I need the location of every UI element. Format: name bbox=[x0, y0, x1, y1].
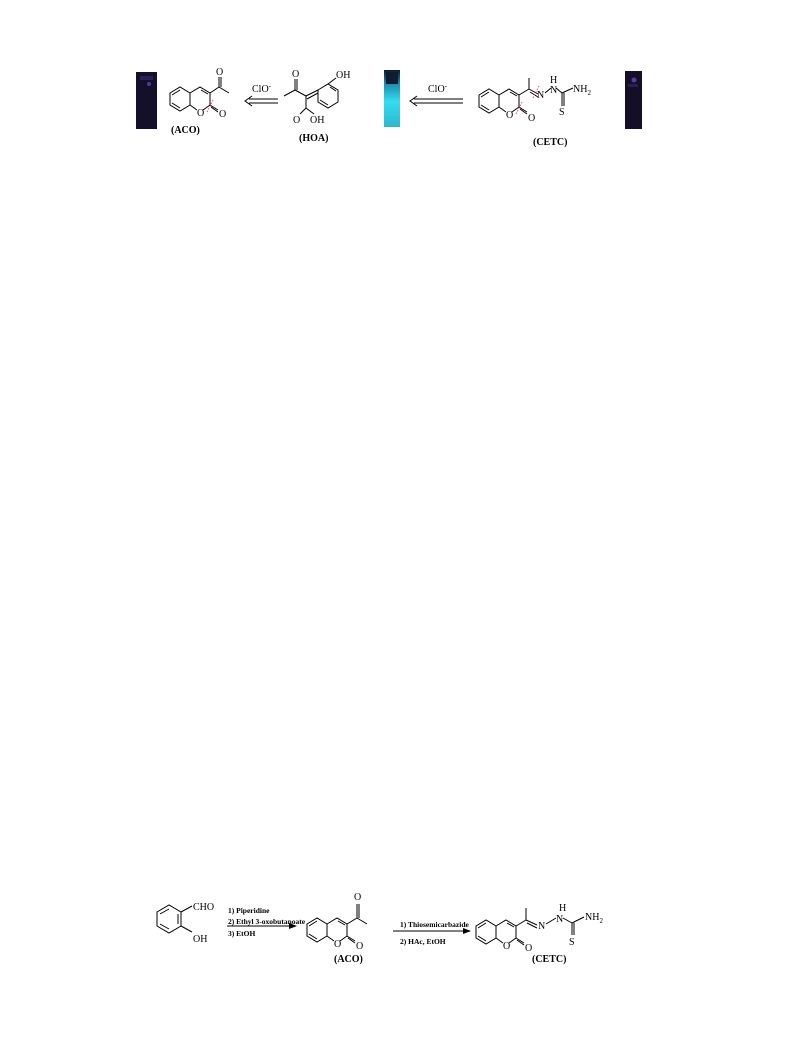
cetc-top-n2: N bbox=[550, 85, 558, 96]
aco-top-carbonyl-o: O bbox=[219, 109, 227, 120]
cetc-molecule-bottom bbox=[476, 903, 603, 965]
top-scheme bbox=[136, 67, 642, 148]
bottom-scheme bbox=[157, 892, 603, 965]
hoa-phenol-oh: OH bbox=[336, 70, 351, 81]
cetc-top-ring-o: O bbox=[506, 110, 514, 121]
cetc-bottom-h: H bbox=[559, 903, 567, 914]
cetc-top-label: (CETC) bbox=[533, 137, 568, 148]
step2-condition-1: 1) Thiosemicarbazide bbox=[400, 920, 469, 929]
cuvette-middle bbox=[384, 70, 400, 127]
cetc-top-n1: N bbox=[537, 90, 545, 101]
step2-arrow bbox=[393, 920, 470, 946]
cetc-top-carbonyl-o: O bbox=[528, 113, 536, 124]
arrow-right-clo bbox=[410, 82, 463, 106]
hoa-acid-oh: OH bbox=[310, 115, 325, 126]
cetc-bottom-n2: N bbox=[556, 914, 564, 925]
cetc-bottom-ring-o: O bbox=[503, 941, 511, 952]
step2-condition-2: 2) HAc, EtOH bbox=[400, 937, 446, 946]
salicyl-cho: CHO bbox=[193, 902, 215, 913]
cetc-bottom-nh2: $NH_2$ bbox=[585, 912, 603, 925]
arrow-right-reagent: ClO- bbox=[428, 82, 448, 95]
aco-top-label: (ACO) bbox=[171, 125, 200, 136]
arrow-left-clo bbox=[245, 82, 278, 106]
hoa-label: (HOA) bbox=[299, 133, 329, 144]
hoa-molecule bbox=[284, 69, 350, 144]
cetc-bottom-s: S bbox=[569, 937, 575, 948]
cetc-bottom-carbonyl-o: O bbox=[525, 943, 533, 954]
cetc-top-nh2: $NH_2$ bbox=[573, 84, 591, 97]
cuvette-left bbox=[136, 72, 157, 129]
aco-molecule-bottom bbox=[307, 892, 367, 965]
arrow-left-reagent: ClO- bbox=[252, 82, 272, 95]
step1-condition-1: 1) Piperidine bbox=[228, 906, 270, 915]
aco-bottom-ring-o: O bbox=[334, 939, 342, 950]
step1-arrow bbox=[227, 906, 306, 938]
cetc-molecule-top bbox=[479, 75, 591, 148]
cetc-bottom-n1: N bbox=[538, 921, 546, 932]
hoa-acid-o: O bbox=[293, 115, 301, 126]
cetc-top-s: S bbox=[559, 107, 565, 118]
aco-bottom-acetyl-o: O bbox=[354, 892, 362, 903]
aco-bottom-label: (ACO) bbox=[334, 954, 363, 965]
step1-condition-3: 3) EtOH bbox=[228, 929, 256, 938]
salicylaldehyde-molecule bbox=[157, 902, 214, 945]
step1-condition-2: 2) Ethyl 3-oxobutanoate bbox=[228, 917, 306, 926]
aco-top-ring-o: O bbox=[197, 108, 205, 119]
cuvette-right bbox=[625, 71, 642, 129]
cetc-top-h: H bbox=[550, 75, 558, 86]
cetc-bottom-label: (CETC) bbox=[532, 954, 567, 965]
aco-molecule-top bbox=[170, 67, 229, 136]
aco-bottom-carbonyl-o: O bbox=[356, 941, 364, 952]
hoa-keto-o: O bbox=[292, 69, 300, 80]
salicyl-oh: OH bbox=[193, 934, 208, 945]
aco-top-acetyl-o: O bbox=[216, 67, 224, 78]
